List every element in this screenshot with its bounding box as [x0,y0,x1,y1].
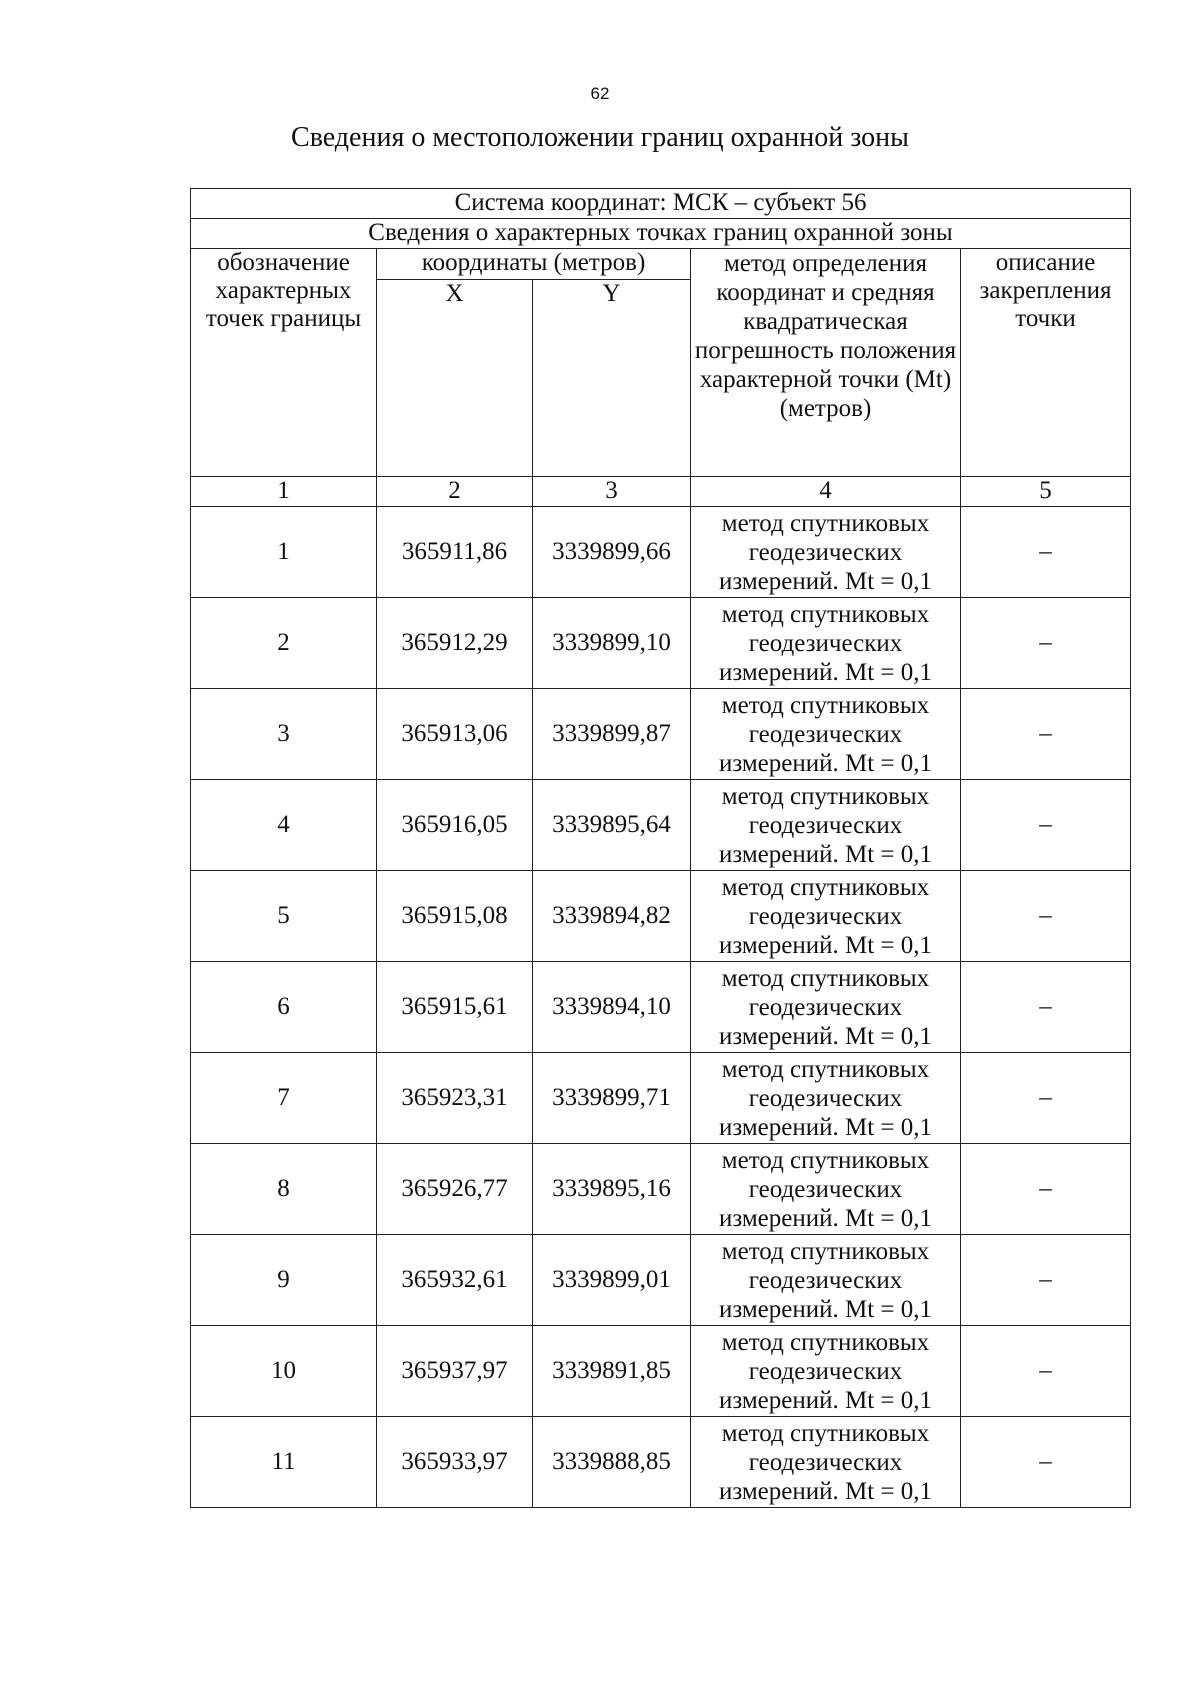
header-description: описание закрепления точки [961,249,1131,477]
table-row [191,598,1131,689]
header-x: X [377,280,533,477]
cell-method: метод спутниковых геодезических измерений. Mt = 0,1 [691,507,961,598]
cell-x-coordinate: 365915,61 [377,962,533,1053]
cell-y-coordinate: 3339899,01 [533,1235,691,1326]
cell-y-coordinate: 3339888,85 [533,1417,691,1508]
column-number: 3 [533,477,691,507]
cell-description: – [961,1235,1131,1326]
table-row [191,1326,1131,1417]
cell-method: метод спутниковых геодезических измерений. Mt = 0,1 [691,780,961,871]
cell-method: метод спутниковых геодезических измерений. Mt = 0,1 [691,1144,961,1235]
cell-y-coordinate: 3339895,16 [533,1144,691,1235]
cell-method: метод спутниковых геодезических измерений. Mt = 0,1 [691,1326,961,1417]
cell-description: – [961,1053,1131,1144]
cell-x-coordinate: 365912,29 [377,598,533,689]
document-title: Сведения о местоположении границ охранной зоны [291,122,909,153]
header-coordinates: координаты (метров) [377,249,691,280]
column-number: 1 [191,477,377,507]
coordinate-system-row [191,189,1131,219]
header-y: Y [533,280,691,477]
cell-y-coordinate: 3339891,85 [533,1326,691,1417]
section-header-row [191,219,1131,249]
cell-y-coordinate: 3339899,66 [533,507,691,598]
table-row [191,689,1131,780]
cell-point-number: 4 [191,780,377,871]
cell-method: метод спутниковых геодезических измерений. Mt = 0,1 [691,1417,961,1508]
cell-point-number: 8 [191,1144,377,1235]
column-number: 5 [961,477,1131,507]
cell-method: метод спутниковых геодезических измерений. Mt = 0,1 [691,598,961,689]
cell-method: метод спутниковых геодезических измерений. Mt = 0,1 [691,962,961,1053]
cell-point-number: 3 [191,689,377,780]
table-row [191,780,1131,871]
cell-point-number: 10 [191,1326,377,1417]
cell-point-number: 2 [191,598,377,689]
column-number: 2 [377,477,533,507]
cell-description: – [961,1326,1131,1417]
cell-point-number: 6 [191,962,377,1053]
cell-x-coordinate: 365937,97 [377,1326,533,1417]
header-point-designation: обозначение характерных точек границы [191,249,377,477]
cell-y-coordinate: 3339899,71 [533,1053,691,1144]
table-row [191,871,1131,962]
cell-point-number: 11 [191,1417,377,1508]
table-row [191,507,1131,598]
table-row [191,962,1131,1053]
cell-point-number: 9 [191,1235,377,1326]
column-number: 4 [691,477,961,507]
cell-description: – [961,507,1131,598]
cell-description: – [961,689,1131,780]
table-row [191,1144,1131,1235]
cell-point-number: 7 [191,1053,377,1144]
coordinates-table [190,188,1131,1508]
cell-point-number: 1 [191,507,377,598]
cell-method: метод спутниковых геодезических измерений. Mt = 0,1 [691,1053,961,1144]
cell-description: – [961,780,1131,871]
cell-y-coordinate: 3339899,10 [533,598,691,689]
table-row [191,1053,1131,1144]
cell-x-coordinate: 365916,05 [377,780,533,871]
cell-method: метод спутниковых геодезических измерений. Mt = 0,1 [691,871,961,962]
coordinate-system-label: Система координат: МСК – субъект 56 [191,189,1131,219]
column-header-row [191,249,1131,280]
cell-method: метод спутниковых геодезических измерений. Mt = 0,1 [691,1235,961,1326]
cell-x-coordinate: 365926,77 [377,1144,533,1235]
table-row [191,1235,1131,1326]
cell-description: – [961,962,1131,1053]
cell-x-coordinate: 365923,31 [377,1053,533,1144]
cell-x-coordinate: 365933,97 [377,1417,533,1508]
cell-description: – [961,1417,1131,1508]
column-number-row [191,477,1131,507]
cell-x-coordinate: 365932,61 [377,1235,533,1326]
cell-description: – [961,1144,1131,1235]
cell-x-coordinate: 365913,06 [377,689,533,780]
cell-description: – [961,871,1131,962]
cell-y-coordinate: 3339895,64 [533,780,691,871]
page-number: 62 [590,84,610,103]
cell-y-coordinate: 3339894,82 [533,871,691,962]
cell-description: – [961,598,1131,689]
cell-y-coordinate: 3339899,87 [533,689,691,780]
cell-method: метод спутниковых геодезических измерений. Mt = 0,1 [691,689,961,780]
header-method: метод определения координат и средняя квадратическая погрешность положения характерной точки (Mt) (метров) [691,249,961,477]
cell-point-number: 5 [191,871,377,962]
cell-x-coordinate: 365911,86 [377,507,533,598]
cell-x-coordinate: 365915,08 [377,871,533,962]
cell-y-coordinate: 3339894,10 [533,962,691,1053]
section-label: Сведения о характерных точках границ охранной зоны [191,219,1131,249]
table-row [191,1417,1131,1508]
